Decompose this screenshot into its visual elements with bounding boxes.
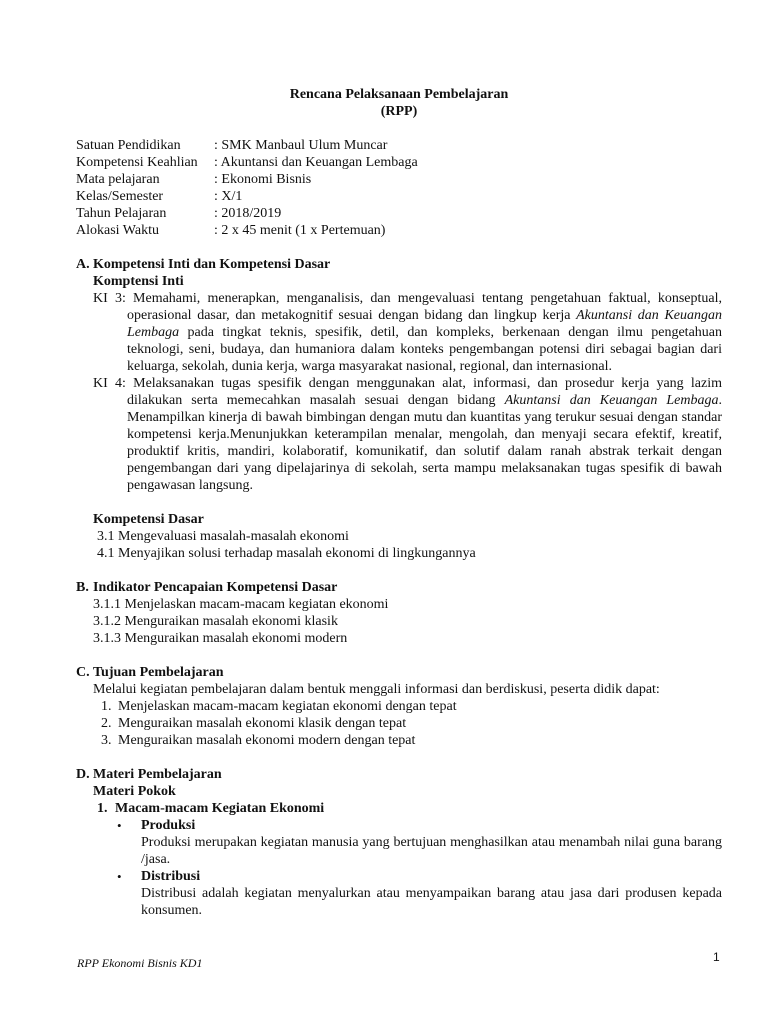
indicator-item: 3.1.3 Menguraikan masalah ekonomi modern — [93, 631, 348, 646]
info-row — [76, 137, 722, 154]
indicator-item: 3.1.2 Menguraikan masalah ekonomi klasik — [93, 614, 338, 629]
ki3-paragraph: KI 3: Memahami, menerapkan, menganalisis, dan mengevaluasi tentang pengetahuan faktual, konseptual, operasional dasar, dan metakognitif sesuai dengan bidang dan lingkup kerja Akuntansi dan Keuangan Lembaga pada tingkat teknis, spesifik, detil, dan kompleks, berkenaan dengan ilmu pengetahuan teknologi, seni, budaya, dan humaniora dalam konteks pengembangan potensi diri sebagai bagian dari keluarga, sekolah, dunia kerja, warga masyarakat nasional, regional, dan internasional. — [93, 291, 722, 374]
indicator-item: 3.1.1 Menjelaskan macam-macam kegiatan ekonomi — [93, 597, 389, 612]
list-item: 2. Menguraikan masalah ekonomi klasik dengan tepat — [101, 716, 407, 731]
section-letter: D. — [76, 767, 90, 782]
info-value: : Akuntansi dan Keuangan Lembaga — [214, 155, 418, 170]
ki4-paragraph: KI 4: Melaksanakan tugas spesifik dengan menggunakan alat, informasi, dan prosedur kerja yang lazim dilakukan serta memecahkan masalah sesuai dengan bidang Akuntansi dan Keuangan Lembaga. Menampilkan kinerja di bawah bimbingan dengan mutu dan kuantitas yang terukur sesuai dengan standar kompetensi kerja.Menunjukkan keterampilan menalar, mengolah, dan menyaji secara efektif, kreatif, produktif kritis, mandiri, kolaboratif, komunikatif, dan solutif dalam ranah abstrak terkait dengan pengembangan dari yang dipelajarinya di sekolah, serta mampu melaksanakan tugas spesifik di bawah pengawasan langsung. — [93, 376, 723, 493]
section-a — [76, 256, 722, 562]
list-item: 3. Menguraikan masalah ekonomi modern dengan tepat — [101, 733, 416, 748]
bullet-item — [93, 817, 722, 868]
kd-item: 3.1 Mengevaluasi masalah-masalah ekonomi — [97, 529, 349, 544]
section-letter: A. — [76, 257, 90, 272]
info-label: Mata pelajaran — [76, 172, 160, 187]
info-value: : SMK Manbaul Ulum Muncar — [214, 138, 388, 153]
kd-item: 4.1 Menyajikan solusi terhadap masalah ekonomi di lingkungannya — [97, 546, 476, 561]
identity-table — [76, 137, 722, 239]
materi-pokok-heading: Materi Pokok — [93, 784, 176, 799]
section-heading: Kompetensi Inti dan Kompetensi Dasar — [93, 257, 331, 272]
bullet-icon: • — [117, 869, 122, 884]
section-d — [76, 766, 722, 919]
info-row — [76, 171, 722, 188]
info-label: Kompetensi Keahlian — [76, 155, 198, 170]
section-letter: B. — [76, 580, 89, 595]
document-title: Rencana Pelaksanaan Pembelajaran — [289, 87, 509, 102]
info-value: : X/1 — [214, 189, 243, 204]
info-row — [76, 188, 722, 205]
section-letter: C. — [76, 665, 90, 680]
info-value: : Ekonomi Bisnis — [214, 172, 312, 187]
bullet-icon: • — [117, 818, 122, 833]
footer-doc-name: RPP Ekonomi Bisnis KD1 — [77, 956, 203, 970]
section-heading: Indikator Pencapaian Kompetensi Dasar — [93, 580, 338, 595]
info-row — [76, 205, 722, 222]
bullet-title: Produksi — [141, 818, 196, 833]
document-subtitle: (RPP) — [380, 104, 418, 119]
info-label: Satuan Pendidikan — [76, 138, 181, 153]
materi-item: 1. Macam-macam Kegiatan Ekonomi — [97, 801, 325, 816]
info-row — [76, 154, 722, 171]
bullet-item — [93, 868, 722, 919]
ki-heading: Komptensi Inti — [93, 274, 184, 289]
section-b — [76, 579, 722, 647]
list-item: 1. Menjelaskan macam-macam kegiatan ekonomi dengan tepat — [101, 699, 457, 714]
info-value: : 2 x 45 menit (1 x Pertemuan) — [214, 223, 386, 238]
info-value: : 2018/2019 — [214, 206, 282, 221]
section-heading: Tujuan Pembelajaran — [93, 665, 224, 680]
document-body — [76, 86, 722, 919]
info-label: Kelas/Semester — [76, 189, 164, 204]
info-label: Tahun Pelajaran — [76, 206, 167, 221]
page-number: 1 — [713, 950, 720, 964]
kd-heading: Kompetensi Dasar — [93, 512, 204, 527]
objective-intro: Melalui kegiatan pembelajaran dalam bentuk menggali informasi dan berdiskusi, peserta didik dapat: — [93, 682, 660, 697]
info-label: Alokasi Waktu — [76, 223, 159, 238]
bullet-text: Produksi merupakan kegiatan manusia yang bertujuan menghasilkan atau menambah nilai guna barang /jasa. — [141, 835, 722, 867]
section-c — [76, 664, 722, 749]
info-row — [76, 222, 722, 239]
bullet-title: Distribusi — [141, 869, 201, 884]
bullet-text: Distribusi adalah kegiatan menyalurkan atau menyampaikan barang atau jasa dari produsen kepada konsumen. — [141, 886, 722, 918]
section-heading: Materi Pembelajaran — [93, 767, 222, 782]
